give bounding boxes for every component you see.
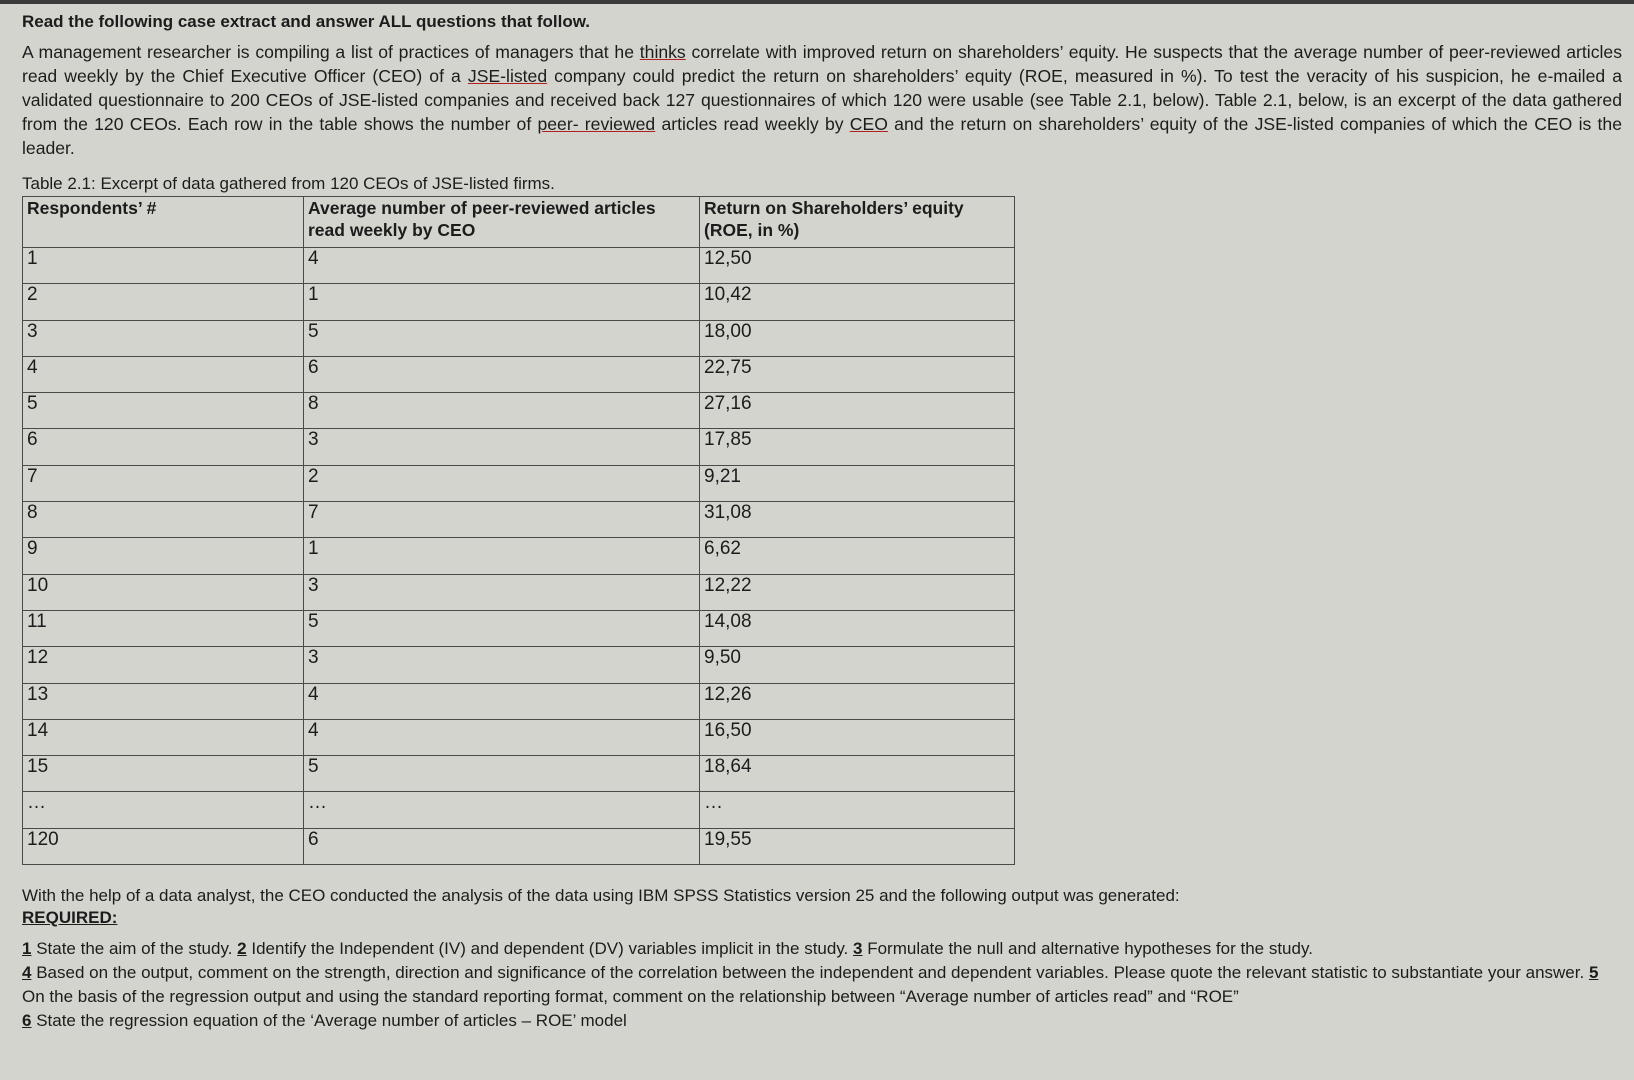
cell-respondent: 4 — [23, 356, 304, 392]
analysis-text: With the help of a data analyst, the CEO conducted the analysis of the data using IBM SPSS Statistics version 25 and the following output was generated: — [22, 886, 1180, 905]
underlined-thinks: thinks — [639, 42, 686, 62]
paragraph-text: A management researcher is compiling a list of practices of managers that he — [22, 42, 640, 62]
table-row — [23, 393, 1015, 429]
cell-respondent: 15 — [23, 756, 304, 792]
table-row — [23, 756, 1015, 792]
underlined-peer-reviewed: peer- reviewed — [537, 114, 656, 134]
cell-respondent: … — [23, 792, 304, 828]
underlined-ceo: CEO — [849, 114, 888, 134]
table-row — [23, 538, 1015, 574]
table-row — [23, 574, 1015, 610]
cell-respondent: 7 — [23, 465, 304, 501]
cell-articles: 1 — [304, 538, 700, 574]
cell-respondent: 120 — [23, 828, 304, 864]
cell-articles: 5 — [304, 756, 700, 792]
cell-respondent: 2 — [23, 284, 304, 320]
cell-respondent: 6 — [23, 429, 304, 465]
table-row — [23, 356, 1015, 392]
cell-roe: 22,75 — [700, 356, 1015, 392]
cell-roe: 6,62 — [700, 538, 1015, 574]
case-heading: Read the following case extract and answer ALL questions that follow. — [22, 12, 591, 31]
cell-roe: 18,64 — [700, 756, 1015, 792]
question-text: Identify the Independent (IV) and dependent (DV) variables implicit in the study. — [246, 939, 849, 958]
table-row — [23, 248, 1015, 284]
table-row-ellipsis — [23, 792, 1015, 828]
cell-articles: 1 — [304, 284, 700, 320]
required-label: REQUIRED: — [22, 908, 118, 927]
top-border — [0, 0, 1634, 4]
cell-roe: 9,21 — [700, 465, 1015, 501]
cell-roe: 27,16 — [700, 393, 1015, 429]
cell-respondent: 1 — [23, 248, 304, 284]
cell-respondent: 10 — [23, 574, 304, 610]
cell-articles: 3 — [304, 574, 700, 610]
header-articles: Average number of peer-reviewed articles read weekly by CEO — [304, 197, 700, 248]
cell-articles: 4 — [304, 683, 700, 719]
questions-block — [22, 937, 1622, 1033]
cell-articles: 6 — [304, 828, 700, 864]
cell-articles: 5 — [304, 610, 700, 646]
question-number: 4 — [22, 963, 32, 982]
table-row — [23, 828, 1015, 864]
paragraph-text: correlate with improved return on shareholders’ equity. He suspects that the average number of peer-reviewed articles read weekly by the Chief Executive Officer (CEO) of a — [22, 42, 1622, 86]
table-row — [23, 610, 1015, 646]
cell-roe: 12,22 — [700, 574, 1015, 610]
table-caption: Table 2.1: Excerpt of data gathered from 120 CEOs of JSE-listed firms. — [22, 174, 555, 193]
header-roe: Return on Shareholders’ equity (ROE, in %) — [700, 197, 1015, 248]
cell-respondent: 8 — [23, 502, 304, 538]
cell-respondent: 9 — [23, 538, 304, 574]
cell-respondent: 11 — [23, 610, 304, 646]
cell-roe: 14,08 — [700, 610, 1015, 646]
header-respondents: Respondents’ # — [23, 197, 304, 248]
cell-roe: 19,55 — [700, 828, 1015, 864]
table-row — [23, 429, 1015, 465]
cell-articles: 7 — [304, 502, 700, 538]
table-row — [23, 284, 1015, 320]
table-row — [23, 465, 1015, 501]
cell-respondent: 5 — [23, 393, 304, 429]
question-text: State the aim of the study. — [31, 939, 233, 958]
cell-roe: 31,08 — [700, 502, 1015, 538]
cell-respondent: 3 — [23, 320, 304, 356]
question-number: 5 — [1588, 963, 1599, 982]
cell-roe: 17,85 — [700, 429, 1015, 465]
table-row — [23, 647, 1015, 683]
question-number: 2 — [237, 939, 247, 958]
cell-articles: 3 — [304, 429, 700, 465]
question-number: 1 — [22, 939, 32, 958]
cell-roe: 12,26 — [700, 683, 1015, 719]
cell-articles: 8 — [304, 393, 700, 429]
cell-articles: 5 — [304, 320, 700, 356]
cell-roe: 10,42 — [700, 284, 1015, 320]
table-row — [23, 719, 1015, 755]
question-text: Based on the output, comment on the strength, direction and significance of the correlation between the independent and dependent variables. Please quote the relevant statistic to substantiate your answer. — [31, 963, 1585, 982]
underlined-jse-listed: JSE-listed — [467, 66, 548, 86]
cell-roe: … — [700, 792, 1015, 828]
cell-respondent: 13 — [23, 683, 304, 719]
table-row — [23, 683, 1015, 719]
cell-articles: 4 — [304, 248, 700, 284]
data-table — [22, 196, 1015, 865]
question-text: State the regression equation of the ‘Average number of articles – ROE’ model — [31, 1011, 627, 1030]
cell-articles: 2 — [304, 465, 700, 501]
cell-articles: 6 — [304, 356, 700, 392]
cell-articles: 3 — [304, 647, 700, 683]
cell-roe: 12,50 — [700, 248, 1015, 284]
question-text: On the basis of the regression output and using the standard reporting format, comment on the relationship between “Average number of articles read” and “ROE” — [22, 987, 1239, 1006]
cell-roe: 18,00 — [700, 320, 1015, 356]
table-row — [23, 320, 1015, 356]
paragraph-text: articles read weekly by — [655, 114, 850, 134]
cell-articles: … — [304, 792, 700, 828]
question-text: Formulate the null and alternative hypotheses for the study. — [862, 939, 1313, 958]
question-number: 3 — [853, 939, 863, 958]
table-header-row — [23, 197, 1015, 248]
table-row — [23, 502, 1015, 538]
cell-roe: 9,50 — [700, 647, 1015, 683]
question-number: 6 — [22, 1011, 32, 1030]
case-paragraph — [22, 40, 1622, 160]
paragraph-text: and the return on shareholders’ equity of the JSE-listed companies of which the CEO is the leader. — [22, 114, 1623, 158]
cell-roe: 16,50 — [700, 719, 1015, 755]
cell-respondent: 12 — [23, 647, 304, 683]
cell-articles: 4 — [304, 719, 700, 755]
paragraph-text: company could predict the return on shareholders’ equity (ROE, measured in %). To test the veracity of his suspicion, he e-mailed a validated questionnaire to 200 CEOs of JSE-listed companies and received back 127 questionnaires of which 120 were usable (see Table 2.1, below). Table 2.1, below, is an excerpt of the data gathered from the 120 CEOs. Each row in the table shows the number of — [22, 66, 1622, 134]
cell-respondent: 14 — [23, 719, 304, 755]
